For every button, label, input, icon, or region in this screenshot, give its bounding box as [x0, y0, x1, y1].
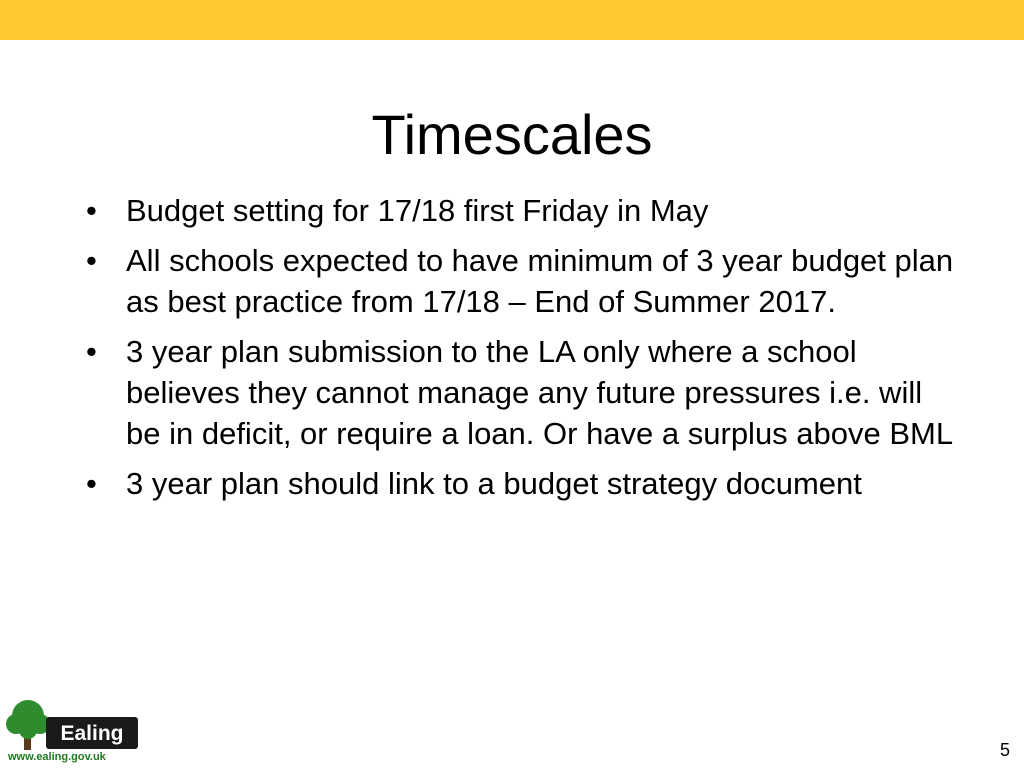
bullet-item [84, 190, 964, 231]
page-number: 5 [999, 740, 1010, 760]
bullet-text: 3 year plan should link to a budget strategy document [126, 466, 862, 501]
bullet-item [84, 240, 964, 322]
bullet-text: Budget setting for 17/18 first Friday in May [126, 193, 709, 228]
logo-name: Ealing [60, 722, 124, 745]
ealing-logo [4, 694, 144, 764]
bullet-text: 3 year plan submission to the LA only where a school believes they cannot manage any future pressures i.e. will be in deficit, or require a loan. Or have a surplus above BML [126, 334, 954, 451]
bullet-dot-icon: • [86, 466, 97, 501]
logo-url: www.ealing.gov.uk [8, 751, 106, 763]
bullet-item [84, 331, 964, 454]
bullet-list [84, 190, 964, 513]
slide-title: Timescales [371, 103, 653, 166]
bullet-dot-icon: • [86, 193, 97, 228]
bullet-item [84, 463, 964, 504]
bullet-dot-icon: • [86, 243, 97, 278]
tree-icon [6, 700, 50, 750]
bullet-text: All schools expected to have minimum of 3 year budget plan as best practice from 17/18 – End of Summer 2017. [126, 243, 954, 319]
ealing-logo-graphic [4, 694, 144, 764]
top-band [0, 0, 1024, 40]
bullet-dot-icon: • [86, 334, 97, 369]
